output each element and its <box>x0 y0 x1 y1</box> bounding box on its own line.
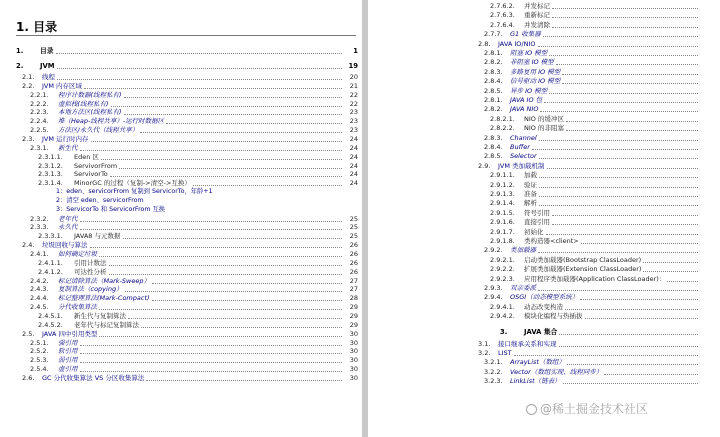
toc-entry-title: 类构造器<client> <box>524 237 579 245</box>
toc-entry-title: 如何确定垃圾 <box>58 250 97 258</box>
toc-entry-page: 28 <box>349 294 358 303</box>
dot-leader <box>128 318 342 319</box>
toc-entry-number: 2.4.1. <box>30 250 49 258</box>
toc-entry-title: 加载 <box>524 171 537 180</box>
dot-leader <box>552 224 698 225</box>
toc-entry-page: 22 <box>349 90 358 99</box>
dot-leader <box>101 159 342 160</box>
dot-leader <box>544 102 698 103</box>
toc-entry-number: 2.8.5. <box>484 86 503 95</box>
toc-entry-number: 2.9.1.8. <box>490 237 515 245</box>
toc-entry-number: 2.4.5.2. <box>38 320 63 329</box>
toc-entry-page: 23 <box>349 108 358 117</box>
toc-entry-number: 2.8.1. <box>484 49 503 57</box>
toc-entry-number: 2.9.2.2. <box>490 265 515 274</box>
toc-entry-title: 初始化 <box>524 227 544 236</box>
toc-entry-title: 符号引用 <box>524 208 550 217</box>
toc-entry-number: 2.9.1.3. <box>490 190 515 198</box>
dot-leader <box>546 234 699 235</box>
toc-entry-page: 30 <box>349 365 358 374</box>
dot-leader <box>581 243 698 244</box>
toc-entry-page: 30 <box>349 373 358 382</box>
toc-entry[interactable] <box>16 61 358 71</box>
toc-entry-title: JAVA IO/NIO <box>498 39 536 48</box>
toc-entry-number: 2.3.3.1. <box>38 232 63 241</box>
dot-leader <box>57 68 342 69</box>
dot-leader <box>514 355 698 356</box>
toc-entry-title: 3：ServicorTo 和 ServicorFrom 互换 <box>56 205 166 213</box>
toc-entry-page: 25 <box>349 214 358 223</box>
dot-leader <box>539 140 698 141</box>
dot-leader <box>125 291 342 292</box>
dot-leader <box>80 345 343 346</box>
toc-entry-number: 2.2.2. <box>30 99 49 108</box>
dot-leader <box>80 229 343 230</box>
toc-entry-page: 29 <box>349 320 358 329</box>
toc-entry-title: JVM 运行时内存 <box>42 134 89 143</box>
dot-leader <box>57 79 342 80</box>
dot-leader <box>539 205 698 206</box>
toc-entry-number: 2.8.2.1. <box>490 114 515 123</box>
toc-entry-number: 2.4. <box>22 241 35 250</box>
dot-leader <box>585 318 699 319</box>
toc-entry-title: JAVA IO 包 <box>510 96 543 104</box>
toc-entry-title: 本地方法区(线程私有) <box>58 108 122 117</box>
dot-leader <box>166 123 342 124</box>
toc-entry-page: 21 <box>349 81 358 90</box>
toc-entry-title: 虚拟栈(线程私有) <box>58 99 109 108</box>
toc-entry-number: 3.2.2. <box>484 367 503 376</box>
toc-entry-page: 24 <box>349 179 358 188</box>
dot-leader <box>124 97 342 98</box>
toc-entry-number: 3.1. <box>478 339 491 348</box>
dot-leader <box>140 132 342 133</box>
dot-leader <box>556 64 698 65</box>
toc-entry-page: 20 <box>349 73 358 81</box>
toc-entry-page: 24 <box>349 152 358 161</box>
toc-entry-page: 30 <box>349 347 358 356</box>
toc-entry-number: 2.9.1.1. <box>490 171 515 180</box>
toc-entry-number: 2.3.1.2. <box>38 161 63 170</box>
toc-entry-number: 3.2. <box>478 349 491 357</box>
dot-leader <box>124 114 342 115</box>
toc-entry-title: 1：eden、servicorFrom 复制到 ServicorTo，年龄+1 <box>56 188 213 196</box>
toc-entry-number: 2.9.1.7. <box>490 227 515 236</box>
dot-leader <box>91 141 342 142</box>
toc-entry-title: JAVA 四中引用类型 <box>42 329 98 338</box>
toc-entry-number: 3.2.1. <box>484 358 503 367</box>
dot-leader <box>99 309 342 310</box>
toc-entry-page: 24 <box>349 170 358 179</box>
toc-entry-title: 扩展类加载器(Extension ClassLoader) <box>524 265 642 274</box>
toc-entry-number: 2.4.2. <box>30 276 49 285</box>
toc-page-right <box>368 0 720 437</box>
dot-leader <box>84 88 342 89</box>
toc-entry-number: 2.5. <box>22 329 35 338</box>
toc-entry-title: NIO 的非阻塞 <box>524 124 564 133</box>
toc-entry-number: 2.4.1.1. <box>38 258 63 267</box>
dot-leader <box>119 168 342 169</box>
toc-entry-title: 异步 IO 模型 <box>510 86 548 95</box>
dot-leader <box>559 346 699 347</box>
dot-leader <box>552 8 698 9</box>
toc-entry-page: 19 <box>348 62 358 70</box>
toc-entry-title: 程序计数器(线程私有) <box>58 90 122 99</box>
dot-leader <box>552 27 698 28</box>
toc-entry-number: 2.3. <box>22 134 35 143</box>
toc-entry-title: JVM 类加载机制 <box>498 161 545 170</box>
dot-leader <box>80 221 343 222</box>
juejin-logo-icon <box>526 404 537 415</box>
dot-leader <box>643 271 698 272</box>
dot-leader <box>667 281 698 282</box>
toc-entry-number: 2.4.4. <box>30 294 49 303</box>
toc-entry-number: 2.3.1.1. <box>38 152 63 161</box>
toc-entry-number: 2.5.4. <box>30 365 49 374</box>
toc-entry-title: 模块化编程与热插拔 <box>524 312 583 321</box>
toc-entry-title: 启动类加载器(Bootstrap ClassLoader) <box>524 255 642 264</box>
toc-entry-page: 30 <box>349 356 358 365</box>
toc-entry-title: 准备 <box>524 190 537 198</box>
toc-entry-title: 非阻塞 IO 模型 <box>510 58 554 67</box>
heading-rule <box>16 35 356 36</box>
dot-leader <box>643 262 698 263</box>
toc-entry-number: 2.9. <box>478 161 491 170</box>
toc-entry-page: 23 <box>349 126 358 135</box>
watermark <box>526 400 648 417</box>
toc-entry-number: 2.2. <box>22 81 35 90</box>
dot-leader <box>562 74 698 75</box>
toc-entry-number: 2.5.1. <box>30 338 49 347</box>
toc-entry-title: Selector <box>510 152 537 161</box>
toc-entry-page: 30 <box>349 338 358 347</box>
toc-entry-page: 26 <box>349 250 358 258</box>
toc-entry-title: LinkList（链表） <box>510 377 561 386</box>
toc-entry-number: 2.9.2.3. <box>490 274 515 283</box>
toc-entry-number: 3. <box>500 327 508 336</box>
toc-entry-number: 2.9.4.1. <box>490 302 515 311</box>
dot-leader <box>90 247 343 248</box>
dot-leader <box>99 256 342 257</box>
toc-entry-title: 应用程序类加载器(Application ClassLoader)： <box>524 274 666 283</box>
toc-entry-number: 2.8.3. <box>484 67 503 76</box>
dot-leader <box>99 336 342 337</box>
toc-entry-title: 验证 <box>524 180 537 189</box>
dot-leader <box>539 187 698 188</box>
dot-leader <box>540 111 698 112</box>
toc-entry-number: 1. <box>16 47 24 55</box>
dot-leader <box>566 130 698 131</box>
dot-leader <box>80 353 343 354</box>
dot-leader <box>549 93 698 94</box>
toc-entry-title: JAVA 集合 <box>524 327 558 336</box>
toc-entry-page: 24 <box>349 143 358 152</box>
toc-entry-title: 新生代 <box>58 143 78 152</box>
dot-leader <box>123 238 342 239</box>
toc-entry-number: 2.5.3. <box>30 356 49 365</box>
dot-leader <box>580 299 698 300</box>
toc-entry-number: 2.2.4. <box>30 117 49 126</box>
toc-entry-title: ArrayList（数组） <box>510 358 565 367</box>
toc-entry-page: 29 <box>349 311 358 320</box>
toc-entry-title: LIST <box>498 349 512 357</box>
toc-entry-number: 2.7.6.4. <box>490 20 515 29</box>
toc-entry-number: 2.3.1.3. <box>38 170 63 179</box>
toc-entry-title: 虚引用 <box>58 365 78 374</box>
toc-entry-page: 23 <box>349 117 358 126</box>
toc-entry-title: 重新标记 <box>524 11 550 20</box>
dot-leader <box>80 371 343 372</box>
toc-entry-number: 3.2.3. <box>484 377 503 386</box>
toc-heading: 1. 目录 <box>16 20 58 34</box>
toc-entry-title: 接口继承关系和实现 <box>498 339 557 348</box>
toc-entry-title: Vector（数组实现、线程同步） <box>510 367 603 376</box>
toc-entry-title: 类加载器 <box>510 246 536 255</box>
toc-entry-page: 26 <box>349 258 358 267</box>
toc-entry-number: 2.4.5. <box>30 303 49 312</box>
toc-entry-number: 2.2.1. <box>30 90 49 99</box>
toc-entry-title: 解析 <box>524 199 537 208</box>
toc-entry-number: 2.9.4. <box>484 293 503 302</box>
toc-entry-number: 2.8.2.2. <box>490 124 515 133</box>
toc-entry-number: 2.3.1.4. <box>38 179 63 188</box>
toc-entry-page: 24 <box>349 161 358 170</box>
dot-leader <box>563 383 698 384</box>
toc-entry-title: Buffer <box>510 143 530 151</box>
toc-entry-title: 2：清空 eden、servicorFrom <box>56 196 144 204</box>
toc-entry[interactable] <box>16 46 358 56</box>
toc-entry-number: 2.8.2. <box>484 58 503 67</box>
dot-leader <box>562 83 698 84</box>
toc-entry-number: 2.4.1.2. <box>38 267 63 276</box>
toc-entry-number: 2.8.4. <box>484 77 503 86</box>
toc-entry-number: 2.9.3. <box>484 284 503 292</box>
dot-leader <box>538 46 699 47</box>
toc-entry-page: 25 <box>349 223 358 232</box>
toc-entry-number: 2.7.7. <box>484 30 503 39</box>
toc-entry-number: 2.9.4.2. <box>490 312 515 321</box>
dot-leader <box>141 327 342 328</box>
toc-entry-title: ServivorTo <box>74 170 108 179</box>
toc-entry-title: 双亲委派 <box>510 284 536 292</box>
toc-entry-title: 并发标记 <box>524 2 550 10</box>
toc-entry-title: Eden 区 <box>74 152 99 161</box>
toc-entry-page: 29 <box>349 303 358 312</box>
toc-entry-page: 24 <box>349 134 358 143</box>
dot-leader <box>110 176 342 177</box>
dot-leader <box>543 36 698 37</box>
toc-entry-number: 2.9.1.5. <box>490 208 515 217</box>
dot-leader <box>109 274 343 275</box>
toc-entry-title: 复制算法（copying） <box>58 285 123 294</box>
toc-entry-title: JAVA8 与元数据 <box>74 232 121 241</box>
dot-leader <box>109 265 343 266</box>
toc-entry-title: 弱引用 <box>58 356 78 365</box>
toc-entry-title: G1 收集器 <box>510 30 541 39</box>
toc-entry-number: 2.9.2.1. <box>490 255 515 264</box>
toc-entry-number: 2.6. <box>22 373 35 382</box>
toc-entry[interactable] <box>490 311 714 321</box>
toc-entry-title: 分代收集算法 <box>58 303 97 312</box>
toc-entry-title: 标记清除算法（Mark-Sweep） <box>58 276 150 285</box>
toc-entry-title: 线程 <box>42 73 55 81</box>
dot-leader <box>539 158 698 159</box>
toc-entry-number: 2. <box>16 62 24 70</box>
toc-entry[interactable] <box>22 373 358 383</box>
toc-entry-title: 永久代 <box>58 223 78 232</box>
toc-entry-page: 30 <box>349 329 358 338</box>
toc-entry-number: 2.3.3. <box>30 223 49 232</box>
toc-entry-number: 2.2.5. <box>30 126 49 135</box>
dot-leader <box>552 215 698 216</box>
toc-entry-title: 垃圾回收与算法 <box>42 241 88 250</box>
toc-entry-number: 2.7.6.2. <box>490 2 515 10</box>
toc-entry-number: 2.5.2. <box>30 347 49 356</box>
toc-entry-title: 新生代与复制算法 <box>74 311 126 320</box>
toc-entry-number: 2.2.3. <box>30 108 49 117</box>
toc-entry-title: 强引用 <box>58 338 78 347</box>
toc-entry[interactable] <box>484 376 714 386</box>
toc-entry[interactable] <box>500 327 714 337</box>
toc-entry-page: 26 <box>349 267 358 276</box>
toc-entry-number: 2.3.1. <box>30 143 49 152</box>
dot-leader <box>547 168 698 169</box>
toc-entry-number: 2.1. <box>22 73 35 81</box>
toc-entry-page: 25 <box>349 232 358 241</box>
toc-entry-title: 老年代 <box>58 214 78 223</box>
dot-leader <box>567 364 698 365</box>
toc-entry-title: 并发清除 <box>524 20 550 29</box>
toc-entry-title: JVM <box>40 62 55 70</box>
dot-leader <box>565 309 698 310</box>
toc-entry-title: 软引用 <box>58 347 78 356</box>
dot-leader <box>80 150 343 151</box>
toc-entry-page: 22 <box>349 99 358 108</box>
dot-leader <box>538 290 698 291</box>
toc-entry-number: 2.9.1.6. <box>490 218 515 227</box>
toc-entry-page: 27 <box>349 276 358 285</box>
toc-entry-title: Channel <box>510 133 537 142</box>
toc-entry-title: 动态改变构造 <box>524 302 563 311</box>
toc-entry-number: 2.7.6.3. <box>490 11 515 20</box>
toc-entry-title: 可达性分析 <box>74 267 107 276</box>
toc-entry-title: 老年代与标记复制算法 <box>74 320 139 329</box>
toc-entry-title: 引用计数法 <box>74 258 107 267</box>
toc-entry-page: 1 <box>353 47 358 55</box>
dot-leader <box>80 362 343 363</box>
toc-entry-title: 目录 <box>40 47 54 55</box>
toc-entry-title: ServivorFrom <box>74 161 118 170</box>
toc-entry-number: 2.8.5. <box>484 152 503 161</box>
dot-leader <box>532 149 698 150</box>
toc-entry-title: MinorGC 的过程（复制->清空->互换） <box>74 179 191 188</box>
toc-entry-number: 2.8.2. <box>484 105 503 114</box>
toc-entry-title: JAVA NIO <box>510 105 539 114</box>
toc-entry-number: 2.9.1.2. <box>490 180 515 189</box>
dot-leader <box>538 252 698 253</box>
toc-entry-title: OSGI（动态模型系统） <box>510 293 579 302</box>
toc-entry-title: 信号驱动 IO 模型 <box>510 77 561 86</box>
dot-leader <box>111 106 342 107</box>
toc-entry-title: 直接引用 <box>524 218 550 227</box>
toc-entry-title: 堆（Heap-线程共享）-运行时数据区 <box>58 117 165 126</box>
toc-entry-title: 标记整理算法(Mark-Compact) <box>58 294 150 303</box>
toc-entry-number: 2.8.1. <box>484 96 503 104</box>
toc-entry-page: 26 <box>349 241 358 250</box>
dot-leader <box>539 196 698 197</box>
dot-leader <box>56 53 342 54</box>
dot-leader <box>152 300 342 301</box>
dot-leader <box>193 185 342 186</box>
watermark-text: @稀土掘金技术社区 <box>540 402 649 416</box>
toc-entry-title: JVM 内存区域 <box>42 81 83 90</box>
toc-entry-title: GC 分代收集算法 VS 分区收集算法 <box>42 373 145 382</box>
toc-entry-number: 2.9.2. <box>484 246 503 255</box>
dot-leader <box>539 177 698 178</box>
toc-entry-number: 2.4.5.1. <box>38 311 63 320</box>
toc-entry-title: NIO 的缓冲区 <box>524 114 564 123</box>
dot-leader <box>549 55 698 56</box>
dot-leader <box>604 374 698 375</box>
dot-leader <box>146 380 342 381</box>
toc-entry-title: 阻塞 IO 模型 <box>510 49 548 57</box>
dot-leader <box>559 334 698 335</box>
dot-leader <box>152 283 342 284</box>
toc-entry-page: 27 <box>349 285 358 294</box>
toc-entry-number: 2.8.3. <box>484 133 503 142</box>
dot-leader <box>566 121 698 122</box>
toc-entry-number: 2.8.4. <box>484 143 503 151</box>
toc-entry-number: 2.4.3. <box>30 285 49 294</box>
toc-entry-number: 2.8. <box>478 39 491 48</box>
dot-leader <box>552 17 698 18</box>
toc-entry-title: 多路复用 IO 模型 <box>510 67 561 76</box>
toc-entry-number: 2.9.1.4. <box>490 199 515 208</box>
toc-entry-number: 2.3.2. <box>30 214 49 223</box>
toc-entry-title: 方法区/永久代（线程共享） <box>58 126 139 135</box>
